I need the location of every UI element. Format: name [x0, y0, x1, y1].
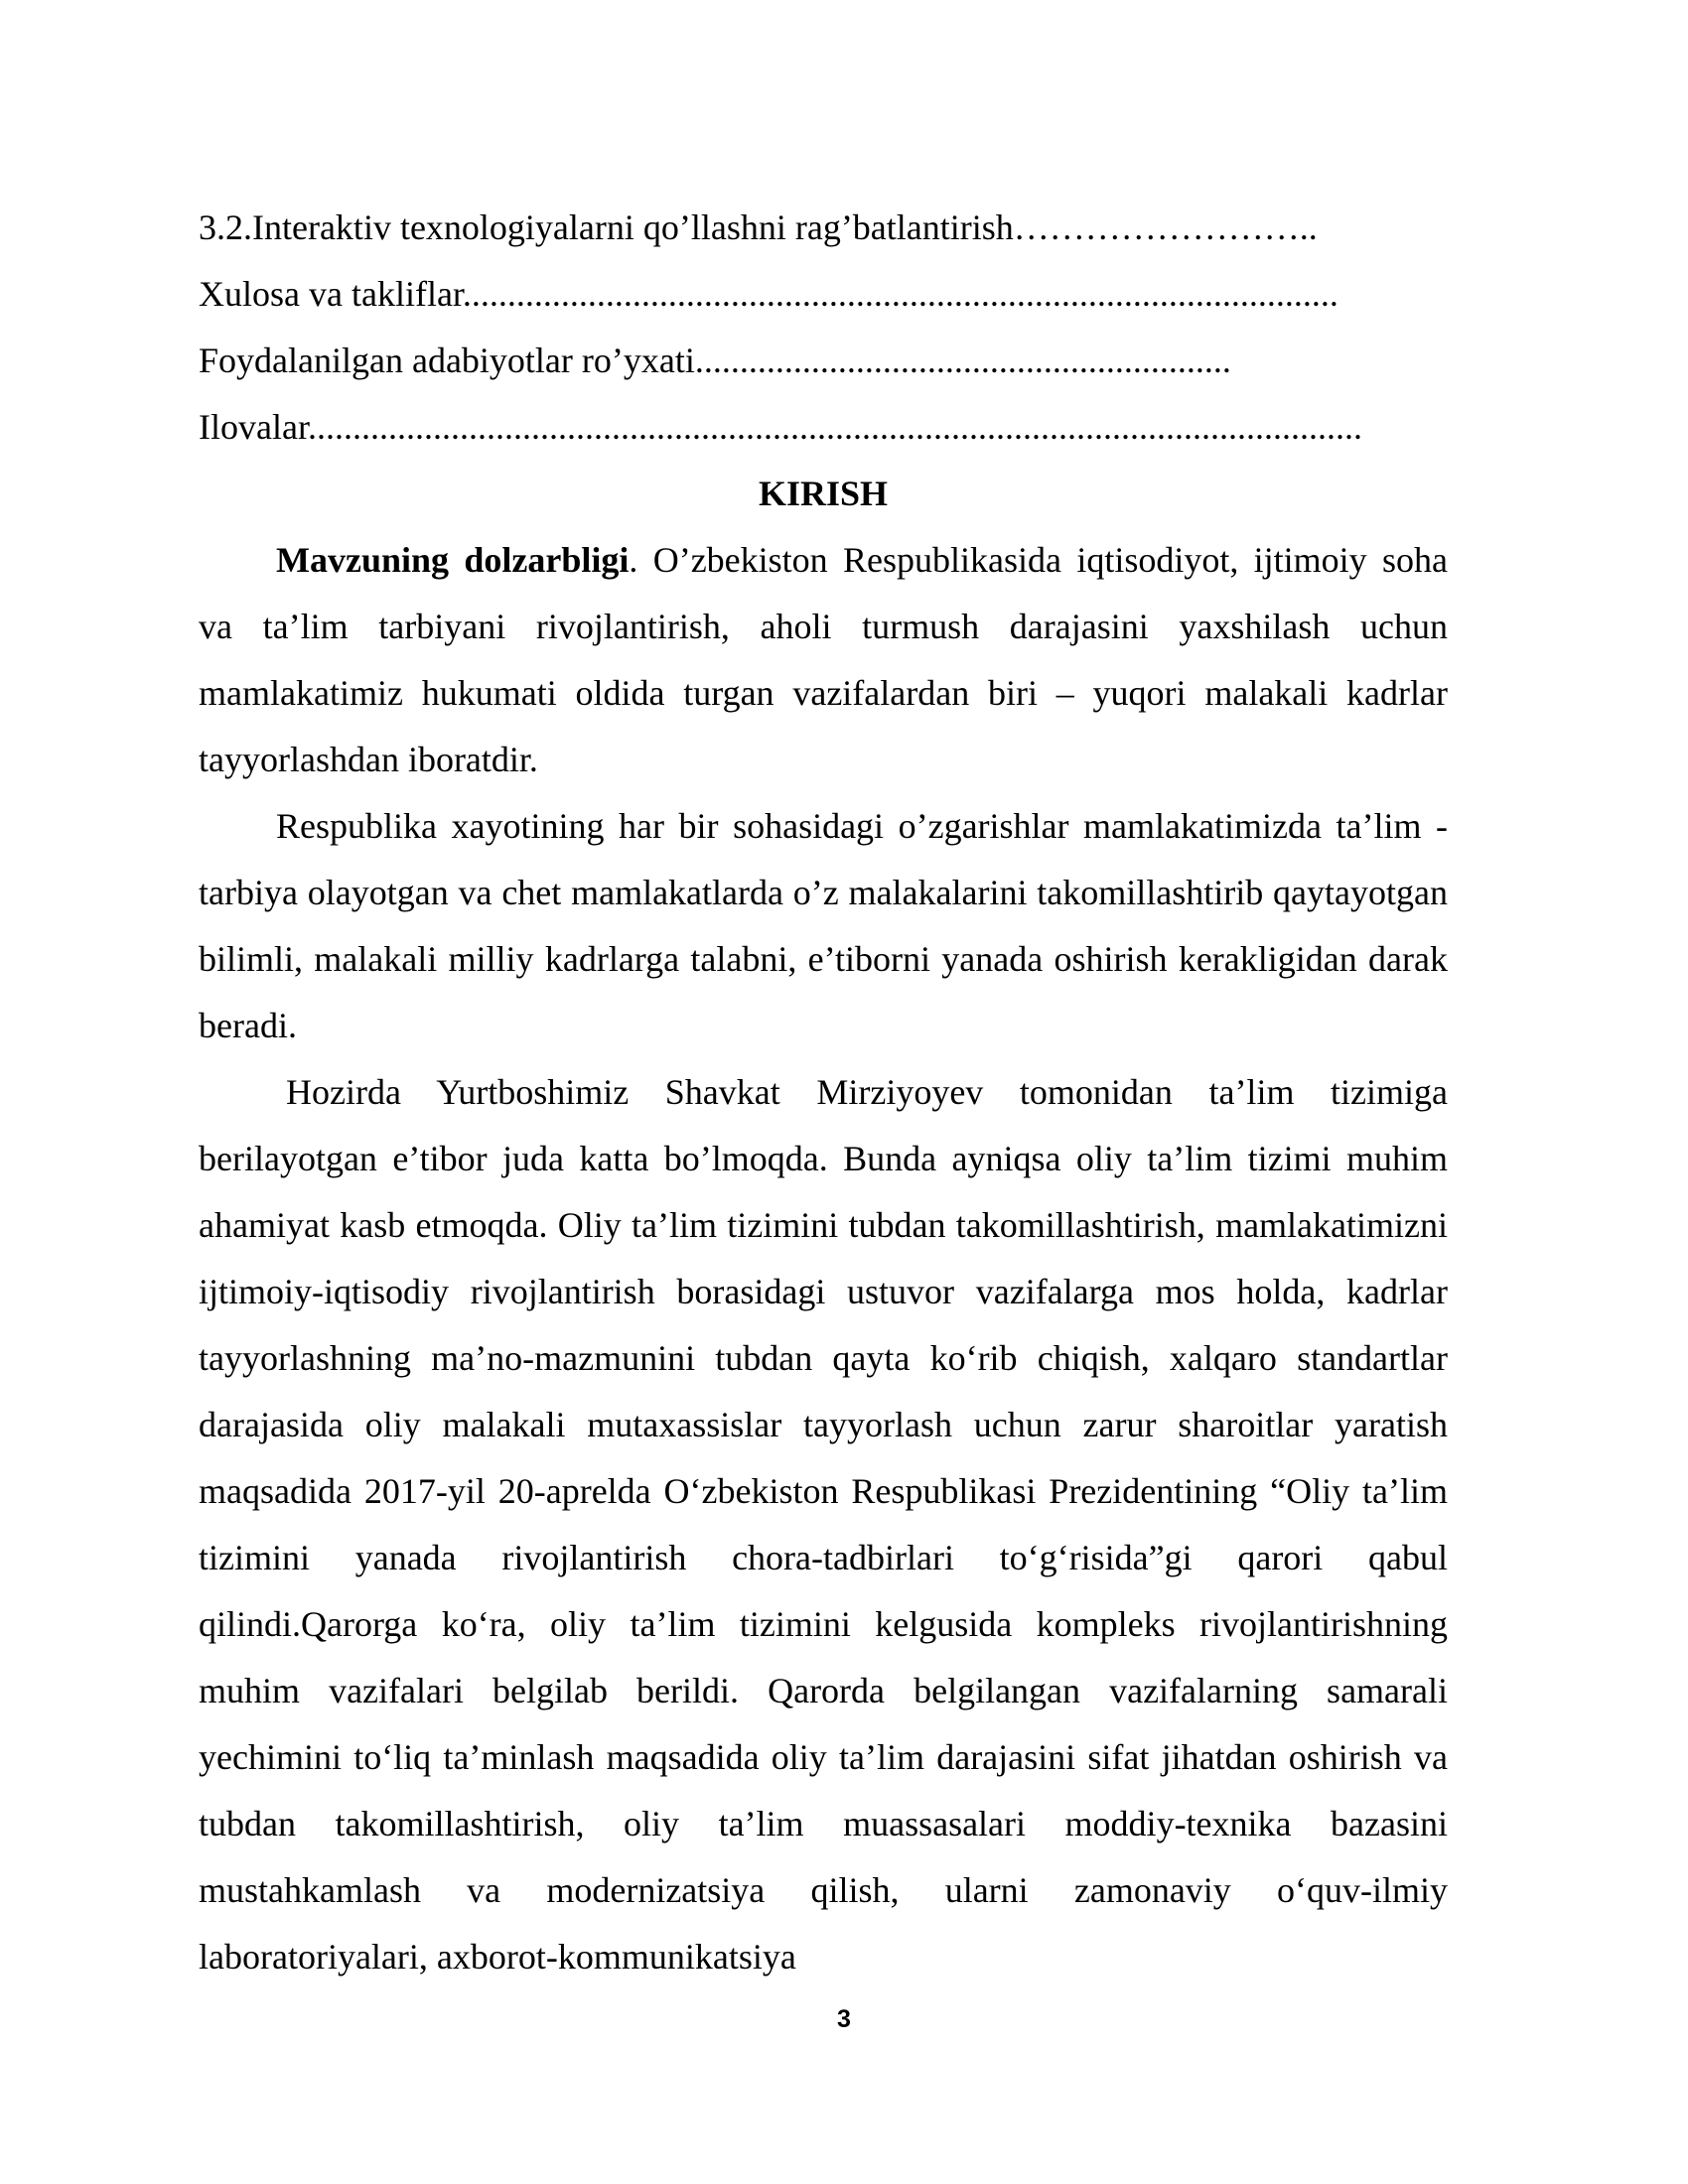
toc-entry-references: Foydalanilgan adabiyotlar ro’yxati............................................................ — [199, 341, 1231, 380]
paragraph-lead: Mavzuning dolzarbligi — [276, 540, 630, 580]
toc-entry-3-2: 3.2.Interaktiv texnologiyalarni qo’llashni rag’batlantirish…………………….. — [199, 207, 1318, 247]
page-number: 3 — [837, 2005, 851, 2033]
paragraph-changes: Respublika xayotining har bir sohasidagi o’zgarishlar mamlakatimizda ta’lim - tarbiya olayotgan va chet mamlakatlarda o’z malakalarini takomillashtirib qaytayotgan bilimli, malakali milliy kadrlarga talabni, e’tiborni yanada oshirish kerakligidan darak beradi. — [199, 806, 1448, 1045]
section-heading: KIRISH — [758, 474, 889, 513]
paragraph-higher-education: Hozirda Yurtboshimiz Shavkat Mirziyoyev tomonidan ta’lim tizimiga berilayotgan e’tibor juda katta bo’lmoqda. Bunda ayniqsa oliy ta’lim tizimi muhim ahamiyat kasb etmoqda. Oliy ta’lim tizimini tubdan takomillashtirish, mamlakatimizni ijtimoiy-iqtisodiy rivojlantirish borasidagi ustuvor vazifalarga mos holda, kadrlar tayyorlashning ma’no-mazmunini tubdan qayta ko‘rib chiqish, xalqaro standartlar darajasida oliy malakali mutaxassislar tayyorlash uchun zarur sharoitlar yaratish maqsadida 2017-yil 20-aprelda O‘zbekiston Respublikasi Prezidentining “Oliy ta’lim tizimini yanada rivojlantirish chora-tadbirlari to‘g‘risida”gi qarori qabul qilindi.Qarorga ko‘ra, oliy ta’lim tizimini kelgusida kompleks rivojlantirishning muhim vazifalari belgilab berildi. Qarorda belgilangan vazifalarning samarali yechimini to‘liq ta’minlash maqsadida oliy ta’lim darajasini sifat jihatdan oshirish va tubdan takomillashtirish, oliy ta’lim muassasalari moddiy-texnika bazasini mustahkamlash va modernizatsiya qilish, ularni zamonaviy o‘quv-ilmiy laboratoriyalari, axborot-kommunikatsiya — [199, 1072, 1448, 1977]
paragraph-text: . O’zbekiston Respublikasida iqtisodiyot, ijtimoiy soha va ta’lim tarbiyani rivojlantirish, aholi turmush darajasini yaxshilash uchun mamlakatimiz hukumati oldida turgan vazifalardan biri – yuqori malakali kadrlar tayyorlashdan iboratdir. — [199, 540, 1449, 779]
toc-entry-appendices: Ilovalar...................................................................................................................... — [199, 407, 1362, 447]
paragraph-relevance — [199, 527, 1448, 793]
page-content — [199, 195, 1448, 1990]
toc-entry-conclusions: Xulosa va takliflar.................................................................................................. — [199, 274, 1338, 314]
